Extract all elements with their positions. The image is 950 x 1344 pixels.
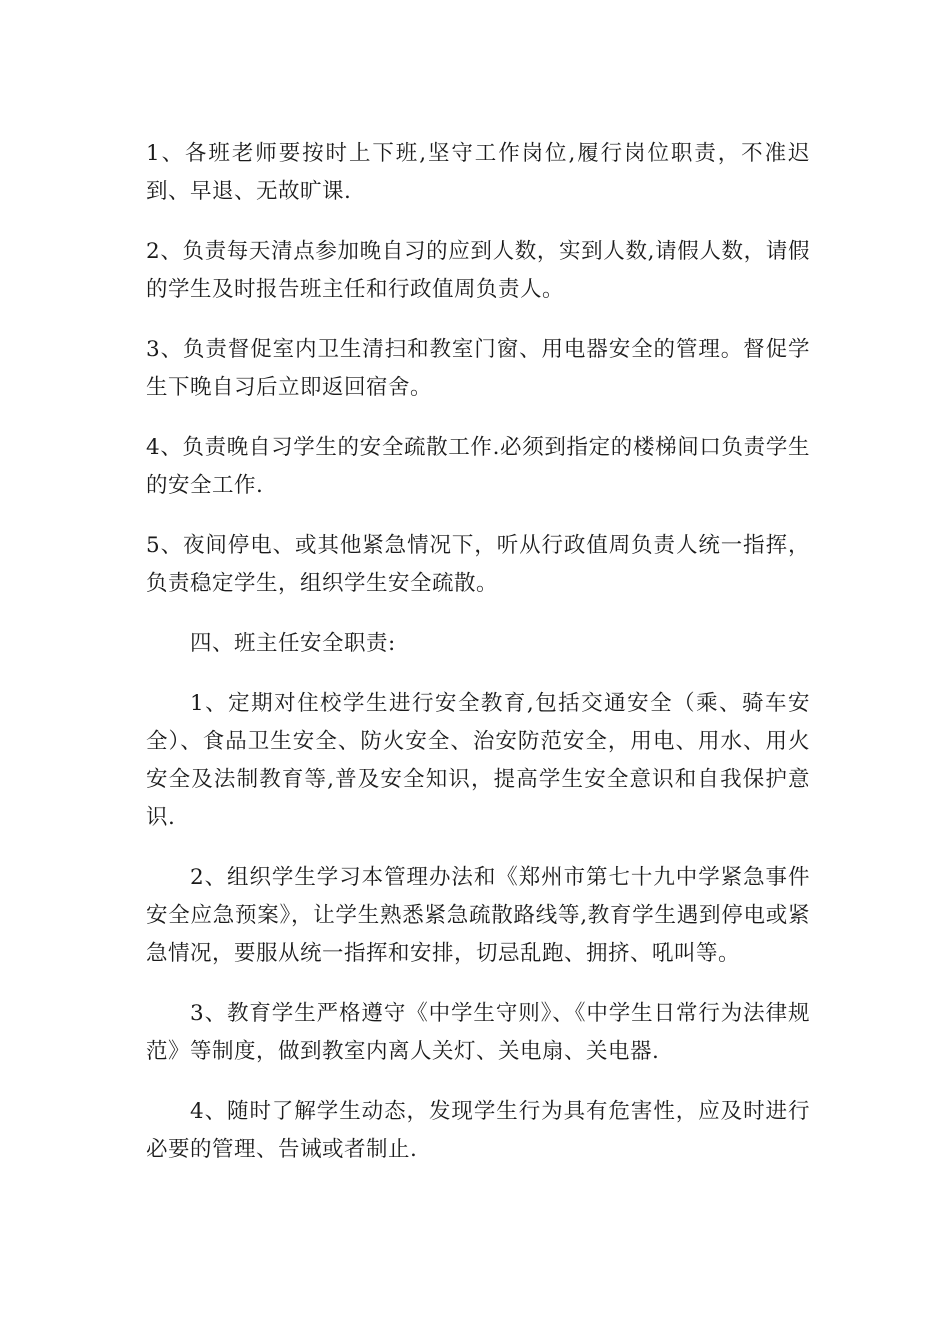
paragraph-item-2: 2、负责每天清点参加晚自习的应到人数，实到人数,请假人数，请假的学生及时报告班主任和行政值周负责人。 [146, 239, 810, 302]
paragraph-section4-item-1: 1、定期对住校学生进行安全教育,包括交通安全（乘、骑车安全）、食品卫生安全、防火安全、治安防范安全，用电、用水、用火安全及法制教育等,普及安全知识，提高学生安全意识和自我保护意识. [146, 691, 810, 830]
section-heading-4: 四、班主任安全职责: [190, 631, 396, 656]
paragraph-item-1: 1、各班老师要按时上下班,坚守工作岗位,履行岗位职责，不准迟到、早退、无故旷课. [146, 141, 810, 204]
paragraph-item-5: 5、夜间停电、或其他紧急情况下，听从行政值周负责人统一指挥，负责稳定学生，组织学生安全疏散。 [146, 533, 810, 596]
paragraph-section4-item-2: 2、组织学生学习本管理办法和《郑州市第七十九中学紧急事件安全应急预案》，让学生熟悉紧急疏散路线等,教育学生遇到停电或紧急情况，要服从统一指挥和安排，切忌乱跑、拥挤、吼叫等。 [146, 865, 810, 966]
paragraph-item-3: 3、负责督促室内卫生清扫和教室门窗、用电器安全的管理。督促学生下晚自习后立即返回宿舍。 [146, 337, 810, 400]
paragraph-section4-item-3: 3、教育学生严格遵守《中学生守则》、《中学生日常行为法律规范》等制度，做到教室内离人关灯、关电扇、关电器. [146, 1001, 810, 1064]
paragraph-item-4: 4、负责晚自习学生的安全疏散工作.必须到指定的楼梯间口负责学生的安全工作. [146, 435, 810, 498]
paragraph-section4-item-4: 4、随时了解学生动态，发现学生行为具有危害性，应及时进行必要的管理、告诫或者制止. [146, 1099, 810, 1162]
document-body [146, 135, 810, 1191]
